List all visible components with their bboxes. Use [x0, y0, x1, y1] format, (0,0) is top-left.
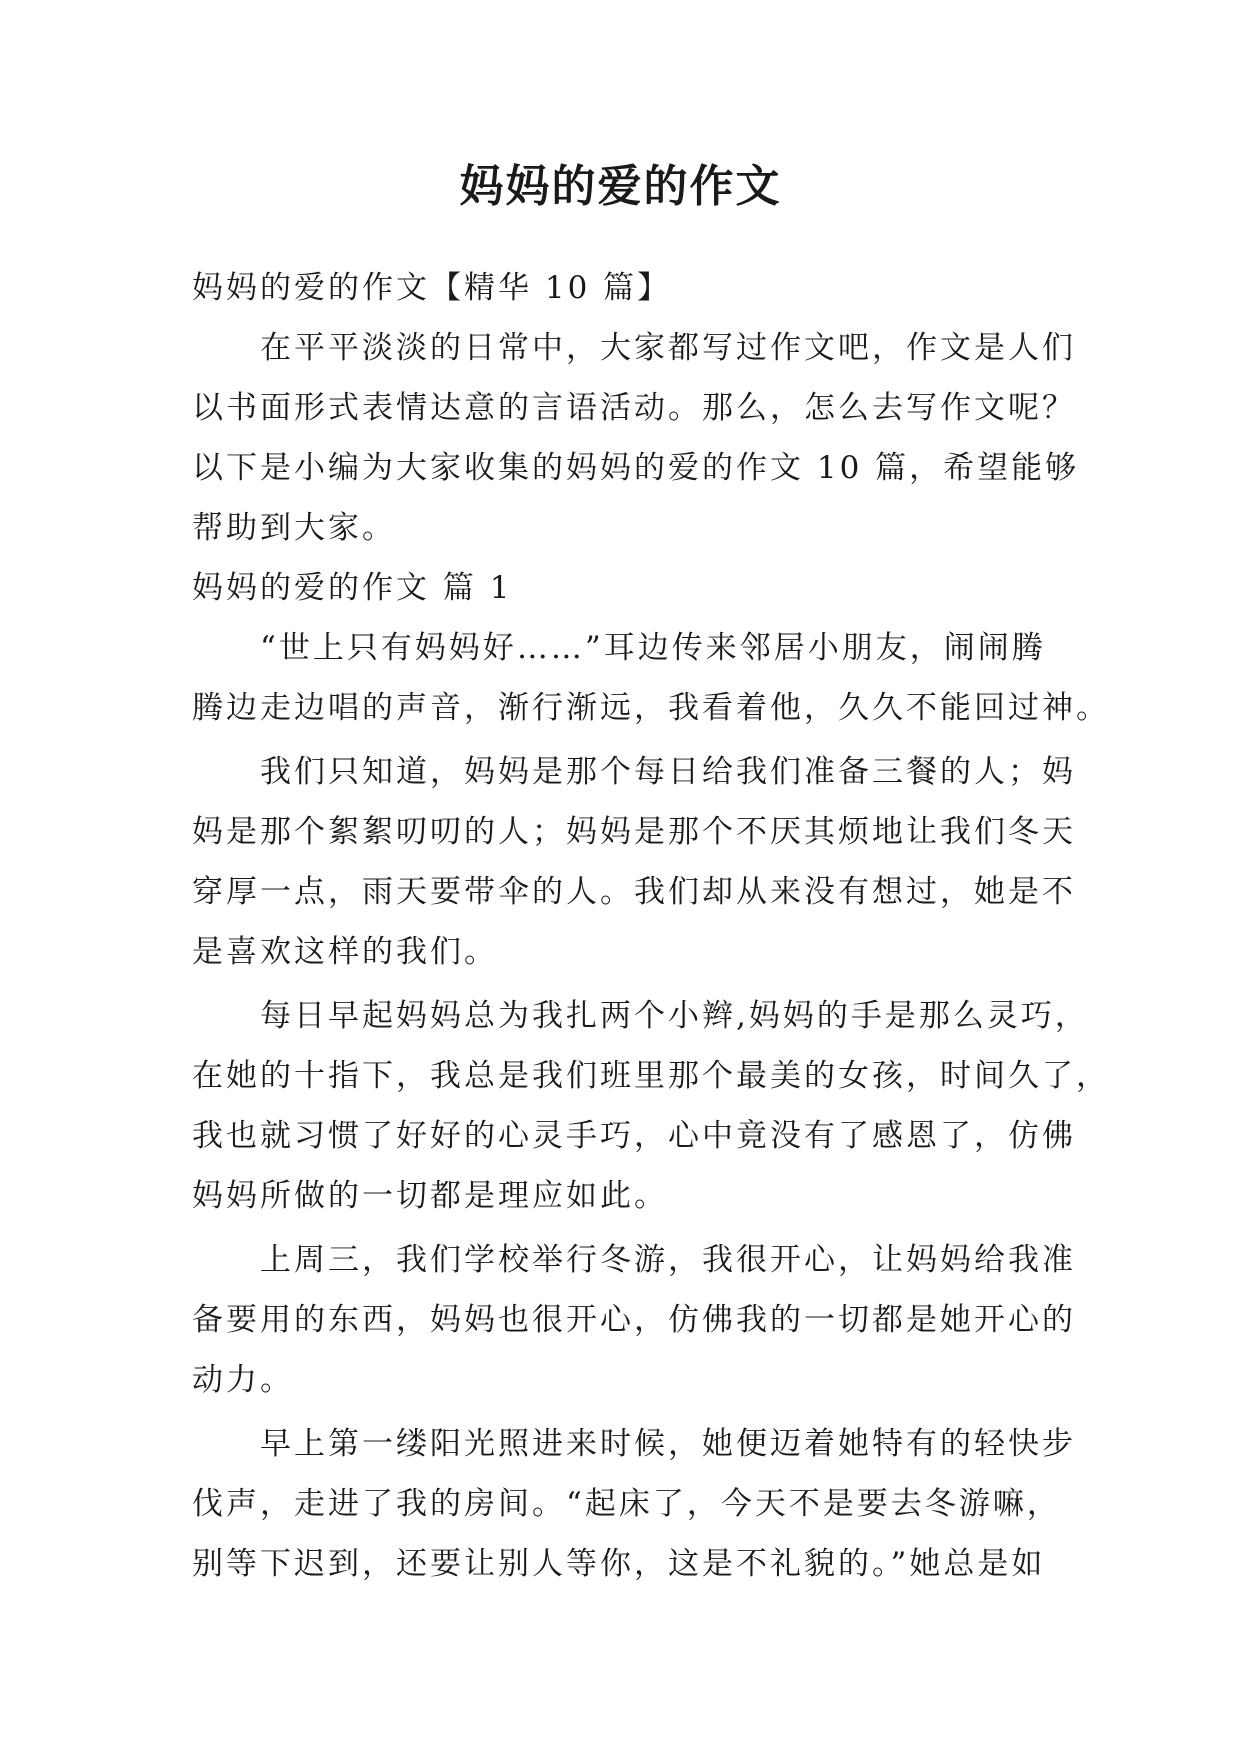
- paragraph-line: 妈妈所做的一切都是理应如此。: [192, 1178, 668, 1214]
- paragraph-line: 备要用的东西，妈妈也很开心，仿佛我的一切都是她开心的: [192, 1302, 1076, 1338]
- paragraph-line: 我们只知道，妈妈是那个每日给我们准备三餐的人；妈: [260, 754, 1076, 790]
- paragraph-line: 穿厚一点，雨天要带伞的人。我们却从来没有想过，她是不: [192, 874, 1076, 910]
- section-heading: 妈妈的爱的作文 篇 1: [192, 570, 513, 606]
- paragraph-line: 妈是那个絮絮叨叨的人；妈妈是那个不厌其烦地让我们冬天: [192, 814, 1076, 850]
- paragraph-line: 早上第一缕阳光照进来时候，她便迈着她特有的轻快步: [260, 1426, 1076, 1462]
- intro-paragraph: [192, 318, 1080, 558]
- body-paragraph: [192, 1230, 1076, 1410]
- document-subtitle: 妈妈的爱的作文【精华 10 篇】: [192, 270, 672, 306]
- paragraph-line: 帮助到大家。: [192, 510, 396, 546]
- paragraph-line: 是喜欢这样的我们。: [192, 934, 498, 970]
- body-paragraph: [192, 986, 1110, 1226]
- paragraph-line: 在平平淡淡的日常中，大家都写过作文吧，作文是人们: [260, 330, 1076, 366]
- body-paragraph: [192, 618, 1110, 738]
- paragraph-line: 每日早起妈妈总为我扎两个小辫,妈妈的手是那么灵巧，: [260, 998, 1089, 1034]
- body-paragraph: [192, 742, 1076, 982]
- paragraph-line: 伐声，走进了我的房间。“起床了，今天不是要去冬游嘛，: [192, 1486, 1061, 1522]
- paragraph-line: 以书面形式表情达意的言语活动。那么，怎么去写作文呢？: [192, 390, 1076, 426]
- paragraph-line: 腾边走边唱的声音，渐行渐远，我看着他，久久不能回过神。: [192, 690, 1110, 726]
- document-body: [192, 258, 1110, 1594]
- paragraph-line: 上周三，我们学校举行冬游，我很开心，让妈妈给我准: [260, 1242, 1076, 1278]
- paragraph-line: 在她的十指下，我总是我们班里那个最美的女孩，时间久了，: [192, 1058, 1110, 1094]
- document-title: 妈妈的爱的作文: [459, 161, 782, 212]
- body-paragraph: [192, 1414, 1076, 1594]
- paragraph-line: “世上只有妈妈好……”耳边传来邻居小朋友，闹闹腾: [260, 630, 1046, 666]
- paragraph-line: 我也就习惯了好好的心灵手巧，心中竟没有了感恩了，仿佛: [192, 1118, 1076, 1154]
- paragraph-line: 别等下迟到，还要让别人等你，这是不礼貌的。”她总是如: [192, 1546, 1046, 1582]
- paragraph-line: 以下是小编为大家收集的妈妈的爱的作文 10 篇，希望能够: [192, 450, 1080, 486]
- paragraph-line: 动力。: [192, 1362, 294, 1398]
